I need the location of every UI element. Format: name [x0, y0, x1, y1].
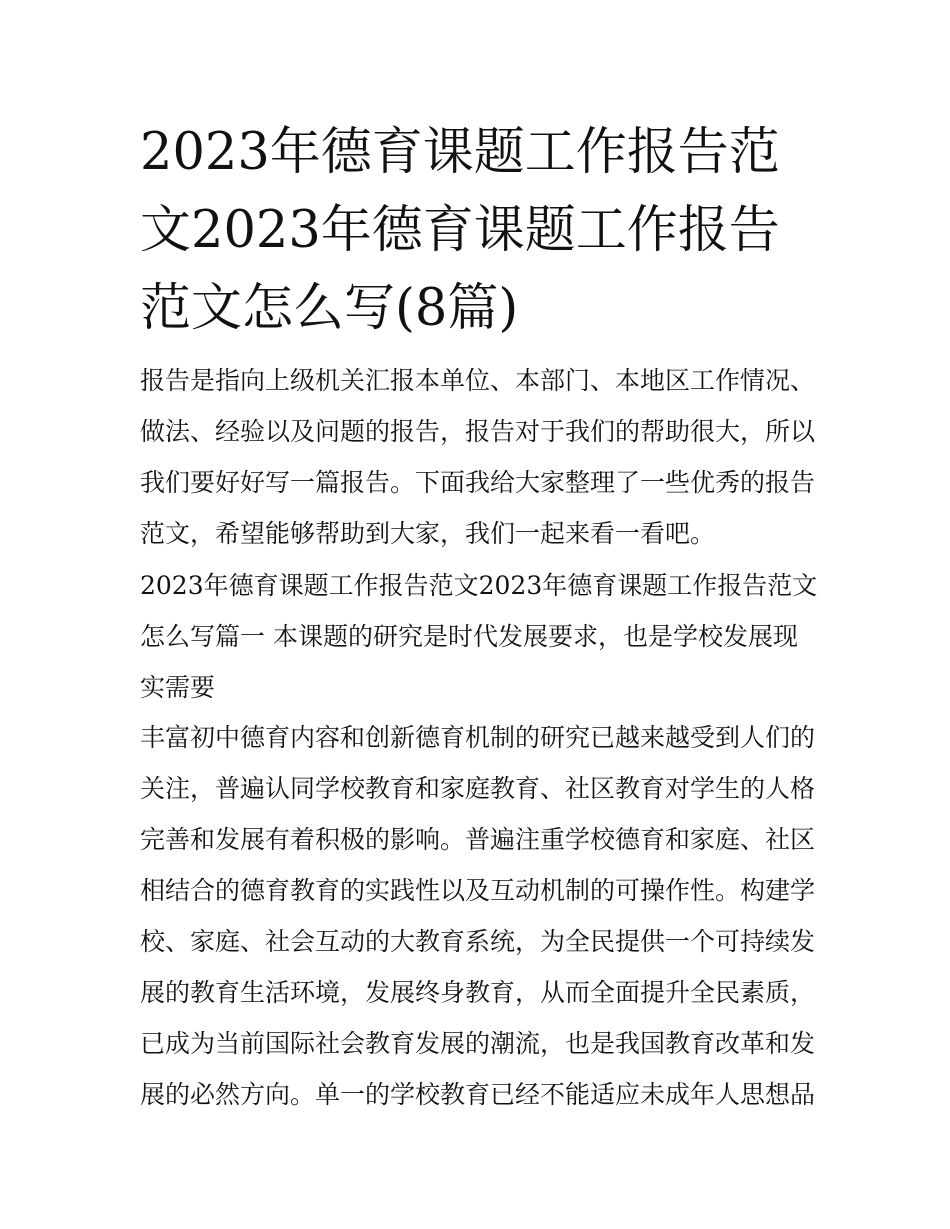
body-paragraph: 丰富初中德育内容和创新德育机制的研究已越来越受到人们的关注，普遍认同学校教育和家庭教育、社区教育对学生的人格完善和发展有着积极的影响。普遍注重学校德育和家庭、社区相结合的德育教育的实践性以及互动机制的可操作性。构建学校、家庭、社会互动的大教育系统，为全民提供一个可持续发展的教育生活环境，发展终身教育，从而全面提升全民素质，已成为当前国际社会教育发展的潮流，也是我国教育改革和发展的必然方向。单一的学校教育已经不能适应未成年人思想品 — [140, 723, 816, 1109]
document-title: 2023年德育课题工作报告范文2023年德育课题工作报告范文怎么写(8篇) — [140, 123, 780, 338]
section-heading: 2023年德育课题工作报告范文2023年德育课题工作报告范文怎么写篇一 本课题的研究是时代发展要求，也是学校发展现实需要 — [140, 571, 818, 702]
intro-paragraph: 报告是指向上级机关汇报本单位、本部门、本地区工作情况、做法、经验以及问题的报告，报告对于我们的帮助很大，所以我们要好好写一篇报告。下面我给大家整理了一些优秀的报告范文，希望能够帮助到大家，我们一起来看一看吧。 — [140, 366, 816, 548]
